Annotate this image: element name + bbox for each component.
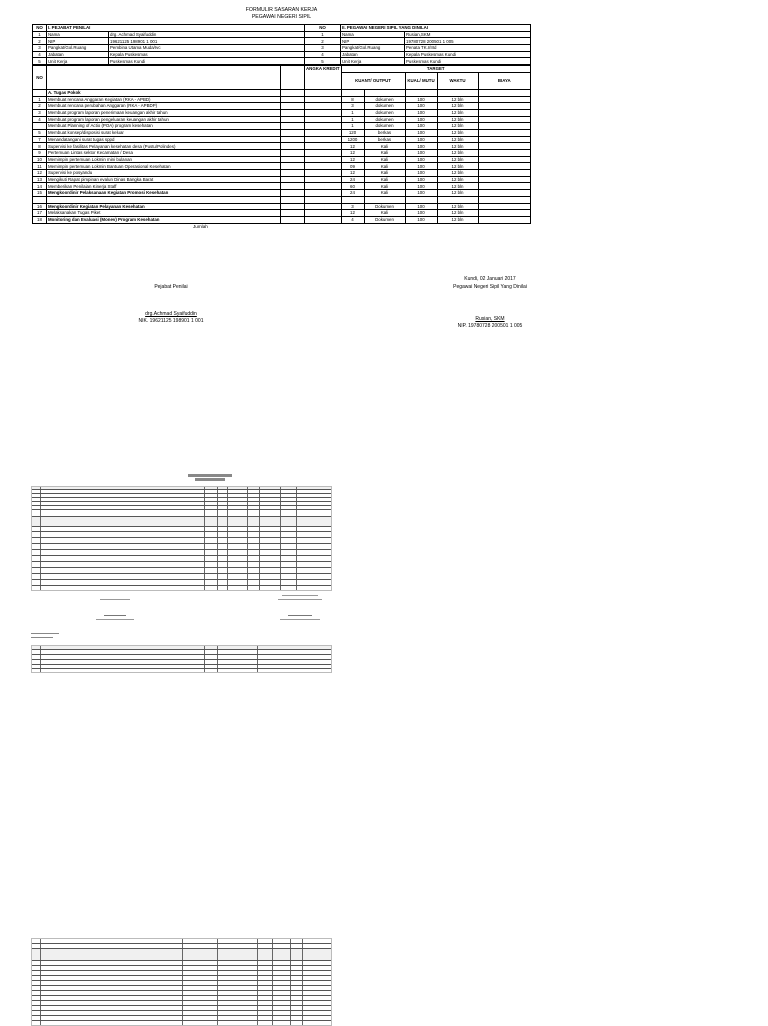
employee-field-label: Jabatan [341,51,405,58]
evaluator-row-no: 5 [33,58,47,65]
task-blank [281,216,305,223]
employee-field-value: Penata TK.I/IIId [405,45,531,52]
task-no: 15 [33,190,47,197]
skp-form-sheet [32,7,531,231]
task-unit: Kali [364,183,405,190]
task-description: Memberikan Penilaian Kinerja Staff [47,183,281,190]
task-time: 12 bln [437,116,478,123]
task-quantity: 60 [341,183,364,190]
task-row [33,196,531,203]
task-description: Mengikuti Rapat pimpinan evalun Dinas Bangka Barat [47,176,281,183]
employee-role: Pegawai Negeri Sipil Yang Dinilai [453,284,527,290]
task-row [33,116,531,123]
task-unit [364,196,405,203]
tasks-description-header [47,66,281,90]
section-a-kual [405,89,437,96]
task-unit: dokumen [364,123,405,130]
task-row [33,203,531,210]
task-row [33,103,531,110]
employee-field-value: Kepala Puskesmas Kundi [405,51,531,58]
task-unit: Kali [364,176,405,183]
task-quality: 100 [405,163,437,170]
task-unit: Kali [364,156,405,163]
thumbnail-1-right-signature [270,594,330,624]
employee-field-value: Puskesmas Kundi [405,58,531,65]
task-row [33,150,531,157]
evaluator-field-value: Pembina Utama Muda/Ivc [109,45,305,52]
employee-row-no: 5 [305,58,341,65]
officials-row [33,38,531,45]
task-cost [478,196,531,203]
task-time: 12 bln [437,129,478,136]
task-quantity: 1 [341,109,364,116]
section-a-waktu [437,89,478,96]
task-blank [281,183,305,190]
task-cost [478,129,531,136]
task-quantity: 3 [341,103,364,110]
employee-field-label: NIP [341,38,405,45]
task-quality: 100 [405,129,437,136]
employee-row-no: 4 [305,51,341,58]
task-quality: 100 [405,176,437,183]
task-quality: 100 [405,150,437,157]
task-quantity: 4 [341,216,364,223]
task-unit: Kali [364,163,405,170]
form-subtitle: PEGAWAI NEGERI SIPIL [251,14,312,20]
task-credit [305,150,342,157]
task-blank [281,176,305,183]
task-description: Membuat rencana Anggaran Kegiatan (RKA - APBD) [47,96,281,103]
evaluator-field-label: Jabatan [47,51,109,58]
task-no: 11 [33,163,47,170]
task-description: Membuat program laporan penerimaan keuangan akhir tahun [47,109,281,116]
officials-no-header: NO [33,25,47,32]
task-unit: dokumen [364,109,405,116]
task-time: 12 bln [437,103,478,110]
thumbnail-page-1 [31,486,332,591]
task-quantity: 12 [341,156,364,163]
task-row [33,123,531,130]
task-blank [281,143,305,150]
task-row [33,156,531,163]
task-cost [478,183,531,190]
officials-table [32,24,531,65]
task-cost [478,136,531,143]
total-label: Jumlah [193,223,208,229]
task-time: 12 bln [437,109,478,116]
thumbnail-1-left-signature [90,597,140,623]
task-unit: berkas [364,136,405,143]
task-description: Membuat konsep/disposisi surat keluar [47,129,281,136]
section-a-no [33,89,47,96]
task-blank [281,150,305,157]
form-header [32,7,531,21]
employee-nip: NIP. 19780728 200501 1 005 [457,323,523,329]
task-quantity: 1 [341,116,364,123]
task-cost [478,116,531,123]
task-description: Membuat rencana perubahan Anggaran (RKA - APBDP) [47,103,281,110]
cost-header: BIAYA [478,72,531,89]
evaluator-field-label: Unit Kerja [47,58,109,65]
task-quantity: 3 [341,203,364,210]
task-row [33,170,531,177]
task-cost [478,123,531,130]
thumbnail-page-2 [31,645,332,673]
task-row [33,210,531,217]
section-a-credit [305,89,342,96]
task-quantity: 1 [341,123,364,130]
task-no [33,123,47,130]
task-no: 7 [33,136,47,143]
task-time: 12 bln [437,143,478,150]
officials-no-header-right: NO [305,25,341,32]
task-no: 4 [33,116,47,123]
task-quality: 100 [405,216,437,223]
task-description: Supervisi ke posyandu [47,170,281,177]
employee-field-label: Pangkat/Gol.Ruang [341,45,405,52]
section-a-label: A. Tugas Pokok [47,89,281,96]
tasks-header-row-1 [33,66,531,73]
quantity-header: KUANT/ OUTPUT [341,72,405,89]
task-blank [281,109,305,116]
task-no: 9 [33,150,47,157]
task-blank [281,156,305,163]
task-cost [478,176,531,183]
task-no: 10 [33,156,47,163]
task-quantity: 09 [341,163,364,170]
task-time: 12 bln [437,203,478,210]
task-credit [305,190,342,197]
evaluator-role: Pejabat Penilai [154,284,188,290]
tasks-blank-header [281,66,305,90]
task-cost [478,103,531,110]
task-description: Membuat program laporan pengeluaran keuangan akhir tahun [47,116,281,123]
evaluator-field-label: NIP [47,38,109,45]
task-description: Memimpin pertemuan Lokmin mini bulanan [47,156,281,163]
employee-field-label: Nama [341,31,405,38]
task-cost [478,143,531,150]
credit-header: ANGKA KREDIT [305,66,342,90]
task-no: 5 [33,129,47,136]
section-a-unit [364,89,405,96]
task-quality: 100 [405,143,437,150]
section-a-qty [341,89,364,96]
task-unit: Kali [364,143,405,150]
task-blank [281,116,305,123]
task-unit: dokumen [364,116,405,123]
officials-row [33,58,531,65]
target-header: TARGET [341,66,531,73]
evaluator-nip: NIK. 19621125 198901 1 001 [138,318,204,324]
task-credit [305,109,342,116]
employee-section-title: II. PEGAWAI NEGERI SIPIL YANG DINILAI [341,25,531,32]
task-credit [305,210,342,217]
evaluator-field-value: Kepala Puskesmas [109,51,305,58]
task-description: Melaksanakan Tugas Piket [47,210,281,217]
task-credit [305,123,342,130]
task-row [33,216,531,223]
task-blank [281,203,305,210]
evaluator-row-no: 4 [33,51,47,58]
task-blank [281,210,305,217]
task-credit [305,156,342,163]
task-quantity: 12 [341,210,364,217]
task-no: 14 [33,183,47,190]
task-quality: 100 [405,203,437,210]
evaluator-row-no: 2 [33,38,47,45]
officials-row [33,51,531,58]
task-row [33,183,531,190]
task-no: 1 [33,96,47,103]
task-quality [405,196,437,203]
task-quantity: 24 [341,176,364,183]
thumbnail-page-3 [31,938,332,1026]
task-quantity: 12 [341,143,364,150]
task-cost [478,170,531,177]
evaluator-row-no: 1 [33,31,47,38]
employee-name: Rusian, SKM [475,316,505,322]
task-no: 13 [33,176,47,183]
task-quantity: 120 [341,129,364,136]
task-cost [478,150,531,157]
task-unit: Kali [364,150,405,157]
task-quantity: 12 [341,150,364,157]
task-cost [478,109,531,116]
task-blank [281,163,305,170]
task-cost [478,156,531,163]
task-quality: 100 [405,96,437,103]
evaluator-field-value: Puskesmas Kundi [109,58,305,65]
task-blank [281,190,305,197]
task-no [33,196,47,203]
task-quantity: 1200 [341,136,364,143]
employee-row-no: 2 [305,38,341,45]
task-quality: 100 [405,123,437,130]
evaluator-field-value: 19621125 198901 1 001 [109,38,305,45]
task-quality: 100 [405,170,437,177]
section-a-blank [281,89,305,96]
task-time: 12 bln [437,210,478,217]
task-time: 12 bln [437,216,478,223]
employee-field-value: Rusian,SKM [405,31,531,38]
task-time: 12 bln [437,96,478,103]
task-quantity [341,196,364,203]
task-unit: berkas [364,129,405,136]
task-description: Mengkoordinir Kegiatan Pelayanan Kesehatan [47,203,281,210]
task-no: 2 [33,103,47,110]
evaluator-section-title: I. PEJABAT PENILAI [47,25,305,32]
tasks-no-header: NO [33,66,47,90]
evaluator-name: drg.Achmad Syaifuddin [145,311,197,317]
task-cost [478,163,531,170]
evaluator-field-value: drg. Achmad Syaifuddin [109,31,305,38]
task-cost [478,210,531,217]
task-credit [305,116,342,123]
task-time: 12 bln [437,163,478,170]
evaluator-row-no: 3 [33,45,47,52]
task-no: 8 [33,143,47,150]
task-blank [281,96,305,103]
task-credit [305,203,342,210]
task-quantity: 8 [341,96,364,103]
thumbnail-1-caption [170,474,250,481]
task-time: 12 bln [437,176,478,183]
task-no: 12 [33,170,47,177]
task-row [33,109,531,116]
task-unit: Dokumen [364,216,405,223]
task-credit [305,176,342,183]
task-blank [281,170,305,177]
task-time: 12 bln [437,190,478,197]
task-time: 12 bln [437,156,478,163]
task-row [33,143,531,150]
task-time: 12 bln [437,150,478,157]
task-no: 16 [33,203,47,210]
task-description [47,196,281,203]
task-quality: 100 [405,109,437,116]
task-credit [305,170,342,177]
task-no: 18 [33,216,47,223]
signature-date: Kundi, 02 Januari 2017 [464,276,516,282]
task-row [33,136,531,143]
task-description: Pertemuan Lintas sektor Kecamatan / Desa [47,150,281,157]
task-description: Menandatangani surat tugas sppd [47,136,281,143]
task-time: 12 bln [437,183,478,190]
employee-field-label: Unit Kerja [341,58,405,65]
task-time: 12 bln [437,123,478,130]
task-credit [305,183,342,190]
task-no: 17 [33,210,47,217]
task-blank [281,136,305,143]
task-unit: Dokumen [364,203,405,210]
task-unit: Kali [364,210,405,217]
thumbnail-2-caption [31,632,61,640]
task-quality: 100 [405,210,437,217]
task-description: Memimpin pertemuan Lokmin Bantuan Operasional Kesehatan [47,163,281,170]
task-description: Membuat Planning of Actio (POA) program kesehatan [47,123,281,130]
task-credit [305,103,342,110]
task-unit: Kali [364,190,405,197]
task-row [33,129,531,136]
task-blank [281,123,305,130]
officials-row [33,31,531,38]
task-blank [281,196,305,203]
task-quality: 100 [405,190,437,197]
task-quantity: 12 [341,170,364,177]
tasks-table [32,65,531,223]
task-credit [305,143,342,150]
officials-row [33,45,531,52]
task-credit [305,129,342,136]
officials-header-row [33,25,531,32]
task-cost [478,216,531,223]
task-quality: 100 [405,136,437,143]
task-unit: dokumen [364,96,405,103]
task-unit: dokumen [364,103,405,110]
task-unit: Kali [364,170,405,177]
task-quality: 100 [405,103,437,110]
task-credit [305,163,342,170]
task-blank [281,103,305,110]
task-quality: 100 [405,116,437,123]
task-cost [478,203,531,210]
evaluator-field-label: Nama [47,31,109,38]
task-quality: 100 [405,183,437,190]
task-cost [478,190,531,197]
task-row [33,176,531,183]
task-credit [305,196,342,203]
task-time: 12 bln [437,136,478,143]
section-a-biaya [478,89,531,96]
task-quantity: 24 [341,190,364,197]
section-a-row [33,89,531,96]
employee-row-no: 1 [305,31,341,38]
task-credit [305,96,342,103]
form-title: FORMULIR SASARAN KERJA [245,7,318,13]
task-cost [478,96,531,103]
evaluator-field-label: Pangkat/Gol.Ruang [47,45,109,52]
task-description: Monitoring dan Evaluasi (Monev) Program Kesehatan [47,216,281,223]
task-no: 3 [33,109,47,116]
task-quality: 100 [405,156,437,163]
task-blank [281,129,305,136]
task-credit [305,136,342,143]
task-row [33,163,531,170]
task-row [33,96,531,103]
task-time: 12 bln [437,170,478,177]
task-credit [305,216,342,223]
task-time [437,196,478,203]
employee-row-no: 3 [305,45,341,52]
time-header: WAKTU [437,72,478,89]
task-description: Supervisi ke fasilitas Pelayanan kesehatan desa (Pustu/Polindes) [47,143,281,150]
task-row [33,190,531,197]
employee-field-value: 19780728 200501 1 005 [405,38,531,45]
task-description: Mengkoordinir Pelaksanaan Kegiatan Promosi Kesehatan [47,190,281,197]
quality-header: KUAL/ MUTU [405,72,437,89]
total-row [32,224,531,231]
